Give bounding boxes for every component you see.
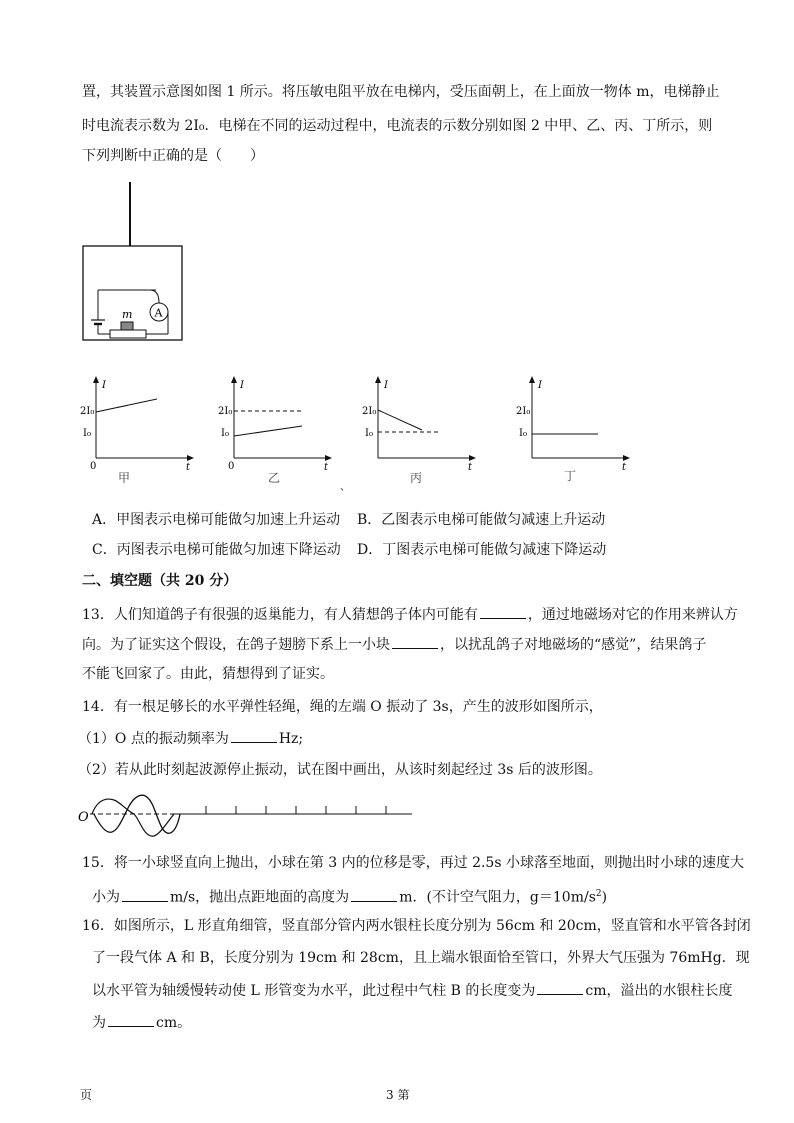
wave-origin-label: O: [78, 810, 89, 825]
label-i0: I₀: [221, 428, 229, 439]
axis-i-label: I: [538, 380, 542, 391]
q13-line-2: [82, 634, 706, 655]
q16-line-1: 16．如图所示，L 形直角细管，竖直部分管内两水银柱长度分别为 56cm 和 20cm，竖直管和水平管各封闭: [82, 918, 751, 934]
intro-line-3: 下列判断中正确的是（ ）: [82, 148, 264, 164]
q16-line-2: 了一段气体 A 和 B，长度分别为 19cm 和 28cm，且上端水银面恰至管口，外界大气压强为 76mHg．现: [92, 950, 750, 966]
q15-blank-1[interactable]: [122, 887, 168, 902]
q15-superscript: 2: [595, 889, 602, 899]
option-d: D．丁图表示电梯可能做匀减速下降运动: [357, 542, 607, 558]
q15-blank-2[interactable]: [351, 887, 397, 902]
q16-text-4b: cm。: [156, 1015, 192, 1031]
axis-t-label: t: [622, 462, 627, 473]
graph-ding: [516, 370, 636, 485]
wave-figure: [78, 790, 418, 845]
ammeter-label: A: [154, 306, 163, 320]
axis-t-label: t: [186, 462, 191, 473]
figure-1-elevator-circuit: [80, 180, 190, 345]
q16-text-3a: 以水平管为轴缓慢转动使 L 形管变为水平，此过程中气柱 B 的长度变为: [92, 983, 536, 999]
section-2-title: 二、填空题（共 20 分）: [82, 573, 238, 589]
q13-text-4: ，以扰乱鸽子对地磁场的“感觉”，结果鸽子: [440, 637, 707, 653]
label-2i0: 2I₀: [218, 406, 233, 417]
label-i0: I₀: [83, 428, 91, 439]
stray-mark: 、: [340, 482, 350, 493]
label-i0: I₀: [365, 428, 373, 439]
q13-blank-2[interactable]: [392, 634, 438, 649]
q15-text-2b: m/s，抛出点距地面的高度为: [170, 889, 350, 906]
graph-name: 丁: [564, 469, 577, 483]
label-i0: I₀: [519, 428, 527, 439]
label-2i0: 2I₀: [516, 406, 531, 417]
label-2i0: 2I₀: [80, 406, 95, 417]
intro-line-1: 置，其装置示意图如图 1 所示。将压敏电阻平放在电梯内，受压面朝上，在上面放一物体 m，电梯静止: [82, 84, 720, 100]
q13-line-1: [82, 604, 738, 625]
q16-text-4a: 为: [92, 1015, 106, 1031]
intro-line-2: 时电流表示数为 2I₀．电梯在不同的运动过程中，电流表的示数分别如图 2 中甲、乙、丙、丁所示，则: [82, 118, 713, 134]
q16-line-3: [92, 980, 733, 1001]
origin-label: 0: [90, 461, 97, 472]
option-a: A．甲图表示电梯可能做匀加速上升运动: [92, 512, 341, 528]
footer-page-number: 3 第: [386, 1088, 410, 1102]
axis-t-label: t: [468, 462, 473, 473]
graph-name: 丙: [410, 471, 423, 485]
axis-i-label: I: [240, 380, 244, 391]
q15-text-2d: ): [601, 889, 608, 906]
axis-i-label: I: [384, 380, 388, 391]
q15-text-2a: 小为: [92, 889, 120, 906]
label-2i0: 2I₀: [362, 406, 377, 417]
q13-blank-1[interactable]: [480, 604, 526, 619]
option-b: B．乙图表示电梯可能做匀减速上升运动: [357, 512, 606, 528]
graph-bing: [362, 370, 482, 485]
q16-line-4: [92, 1012, 191, 1033]
q15-line-1: 15．将一小球竖直向上抛出，小球在第 3 内的位移是零，再过 2.5s 小球落至地面，则抛出时小球的速度大: [82, 855, 744, 871]
q13-text-2: ，通过地磁场对它的作用来辨认方: [527, 607, 738, 623]
q13-text-3: 向。为了证实这个假设，在鸽子翅膀下系上一小块: [82, 637, 390, 653]
q15-line-2: [92, 884, 607, 908]
q15-text-2c: m．(不计空气阻力，g＝10m/s: [399, 889, 596, 906]
footer-left: 页: [80, 1088, 93, 1102]
q16-blank-2[interactable]: [108, 1012, 154, 1027]
q13-line-3: 不能飞回家了。由此，猜想得到了证实。: [82, 666, 334, 682]
graph-name: 乙: [268, 471, 281, 485]
graph-yi: [218, 370, 338, 485]
axis-t-label: t: [324, 462, 329, 473]
q13-text-1: 13．人们知道鸽子有很强的返巢能力，有人猜想鸽子体内可能有: [82, 607, 478, 623]
option-c: C．丙图表示电梯可能做匀加速下降运动: [92, 542, 341, 558]
q14-line-2: [78, 728, 303, 749]
graph-jia: [80, 370, 200, 485]
q16-blank-1[interactable]: [537, 980, 583, 995]
graph-name: 甲: [118, 471, 131, 485]
wave-tick-marks: [206, 806, 386, 814]
axis-i-label: I: [102, 380, 106, 391]
q14-blank-1[interactable]: [231, 728, 277, 743]
q14-text-2a: （1）O 点的振动频率为: [78, 731, 229, 747]
origin-label: 0: [228, 461, 235, 472]
q14-text-2b: Hz;: [278, 731, 304, 747]
q16-text-3b: cm，溢出的水银柱长度: [585, 983, 733, 999]
q14-line-3: （2）若从此时刻起波源停止振动，试在图中画出，从该时刻起经过 3s 后的波形图。: [78, 762, 602, 778]
mass-label: m: [122, 308, 133, 321]
q14-line-1: 14．有一根足够长的水平弹性轻绳，绳的左端 O 振动了 3s，产生的波形如图所示，: [82, 699, 603, 715]
